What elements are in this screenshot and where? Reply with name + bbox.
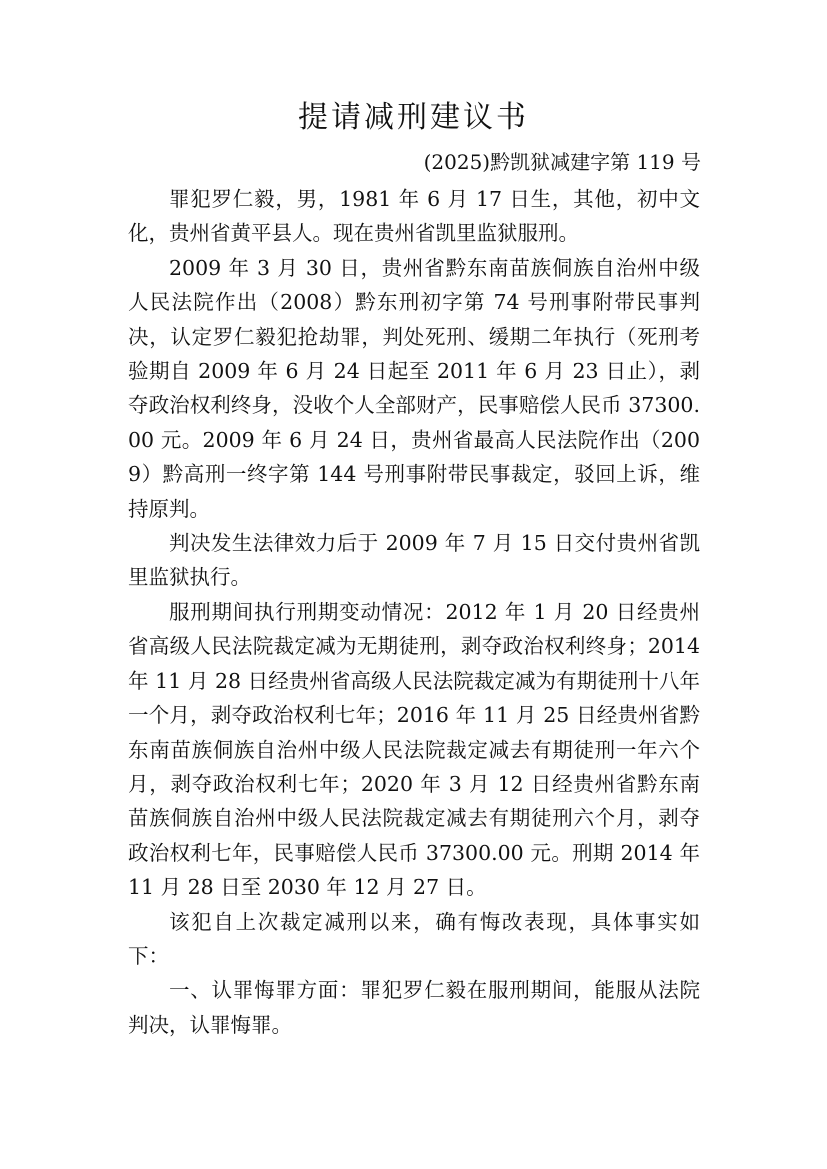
- document-title: 提请减刑建议书: [298, 100, 529, 135]
- paragraph-delivery: 判决发生法律效力后于 2009 年 7 月 15 日交付贵州省凯里监狱执行。: [128, 531, 700, 590]
- paragraph-repentance-item-1: 一、认罪悔罪方面：罪犯罗仁毅在服刑期间，能服从法院判决，认罪悔罪。: [128, 978, 700, 1037]
- document-body: [128, 182, 700, 1042]
- paragraph-original-judgment: 2009 年 3 月 30 日，贵州省黔东南苗族侗族自治州中级人民法院作出（2008）黔东刑初字第 74 号刑事附带民事判决，认定罗仁毅犯抢劫罪，判处死刑、缓期二年执行（死刑考验期自 2009 年 6 月 24 日起至 2011 年 6 月 23 日止），剥夺政治权利终身，没收个人全部财产，民事赔偿人民币 37300.00 元。2009 年 6 月 24 日，贵州省最高人民法院作出（2009）黔高刑一终字第 144 号刑事附带民事裁定，驳回上诉，维持原判。: [128, 255, 700, 521]
- paragraph-repentance-intro: 该犯自上次裁定减刑以来，确有悔改表现，具体事实如下：: [128, 909, 700, 968]
- paragraph-sentence-changes: 服刑期间执行刑期变动情况：2012 年 1 月 20 日经贵州省高级人民法院裁定减为无期徒刑，剥夺政治权利终身；2014 年 11 月 28 日经贵州省高级人民法院裁定减为有期徒刑十八年一个月，剥夺政治权利七年；2016 年 11 月 25 日经贵州省黔东南苗族侗族自治州中级人民法院裁定减去有期徒刑一年六个月，剥夺政治权利七年；2020 年 3 月 12 日经贵州省黔东南苗族侗族自治州中级人民法院裁定减去有期徒刑六个月，剥夺政治权利七年，民事赔偿人民币 37300.00 元。刑期 2014 年 11 月 28 日至 2030 年 12 月 27 日。: [128, 599, 700, 900]
- document-number: (2025)黔凯狱减建字第 119 号: [423, 150, 701, 174]
- paragraph-criminal-info: 罪犯罗仁毅，男，1981 年 6 月 17 日生，其他，初中文化，贵州省黄平县人。现在贵州省凯里监狱服刑。: [128, 187, 700, 246]
